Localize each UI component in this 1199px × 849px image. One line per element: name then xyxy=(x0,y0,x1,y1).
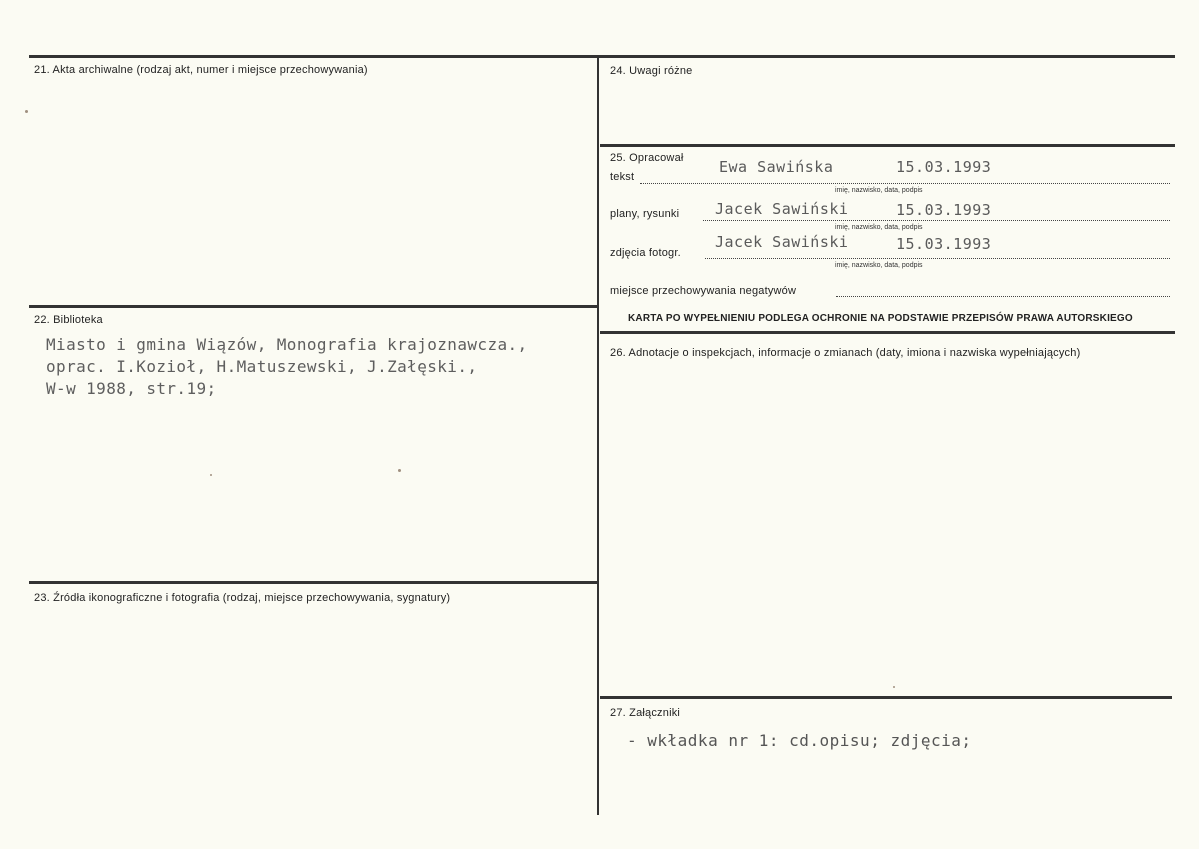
negatives-line xyxy=(836,295,1170,297)
author-text-name: Ewa Sawińska xyxy=(719,158,834,176)
section-27-label: 27. Załączniki xyxy=(610,707,681,719)
row-label-text: tekst xyxy=(610,171,635,183)
section-25-label: 25. Opracował xyxy=(610,152,684,164)
rule-27-top xyxy=(600,696,1172,699)
rule-25-top xyxy=(600,144,1175,147)
author-plans-name: Jacek Sawiński xyxy=(715,200,849,218)
row-text-line xyxy=(640,182,1170,184)
section-23-label: 23. Źródła ikonograficzne i fotografia (rodzaj, miejsce przechowywania, sygnatury) xyxy=(34,592,451,604)
row-plans-caption: imię, nazwisko, data, podpis xyxy=(835,224,923,231)
rule-26-top xyxy=(600,331,1175,334)
section-22-label: 22. Biblioteka xyxy=(34,314,103,326)
row-label-plans: plany, rysunki xyxy=(610,208,680,220)
negatives-label: miejsce przechowywania negatywów xyxy=(610,285,797,297)
row-plans-line xyxy=(703,219,1170,221)
copyright-notice: KARTA PO WYPEŁNIENIU PODLEGA OCHRONIE NA PODSTAWIE PRZEPISÓW PRAWA AUTORSKIEGO xyxy=(628,313,1133,324)
attachments-text: - wkładka nr 1: cd.opisu; zdjęcia; xyxy=(627,731,972,750)
author-photos-name: Jacek Sawiński xyxy=(715,233,849,251)
section-26-label: 26. Adnotacje o inspekcjach, informacje o zmianach (daty, imiona i nazwiska wypełniających) xyxy=(610,347,1081,359)
section-21-label: 21. Akta archiwalne (rodzaj akt, numer i miejsce przechowywania) xyxy=(34,64,368,76)
rule-22-top xyxy=(29,305,598,308)
center-divider xyxy=(597,55,599,815)
paper-speck xyxy=(893,686,895,688)
row-photos-caption: imię, nazwisko, data, podpis xyxy=(835,262,923,269)
paper-speck xyxy=(398,469,401,472)
author-plans-date: 15.03.1993 xyxy=(896,201,992,219)
top-rule xyxy=(29,55,1175,58)
row-label-photos: zdjęcia fotogr. xyxy=(610,247,681,259)
rule-23-top xyxy=(29,581,598,584)
bibliography-text: Miasto i gmina Wiązów, Monografia krajoznawcza., oprac. I.Kozioł, H.Matuszewski, J.Załęski., W-w 1988, str.19; xyxy=(46,335,528,398)
section-24-label: 24. Uwagi różne xyxy=(610,65,693,77)
row-photos-line xyxy=(705,257,1170,259)
author-photos-date: 15.03.1993 xyxy=(896,235,992,253)
row-text-caption: imię, nazwisko, data, podpis xyxy=(835,187,923,194)
author-text-date: 15.03.1993 xyxy=(896,158,992,176)
paper-speck xyxy=(210,474,212,476)
paper-speck xyxy=(25,110,28,113)
